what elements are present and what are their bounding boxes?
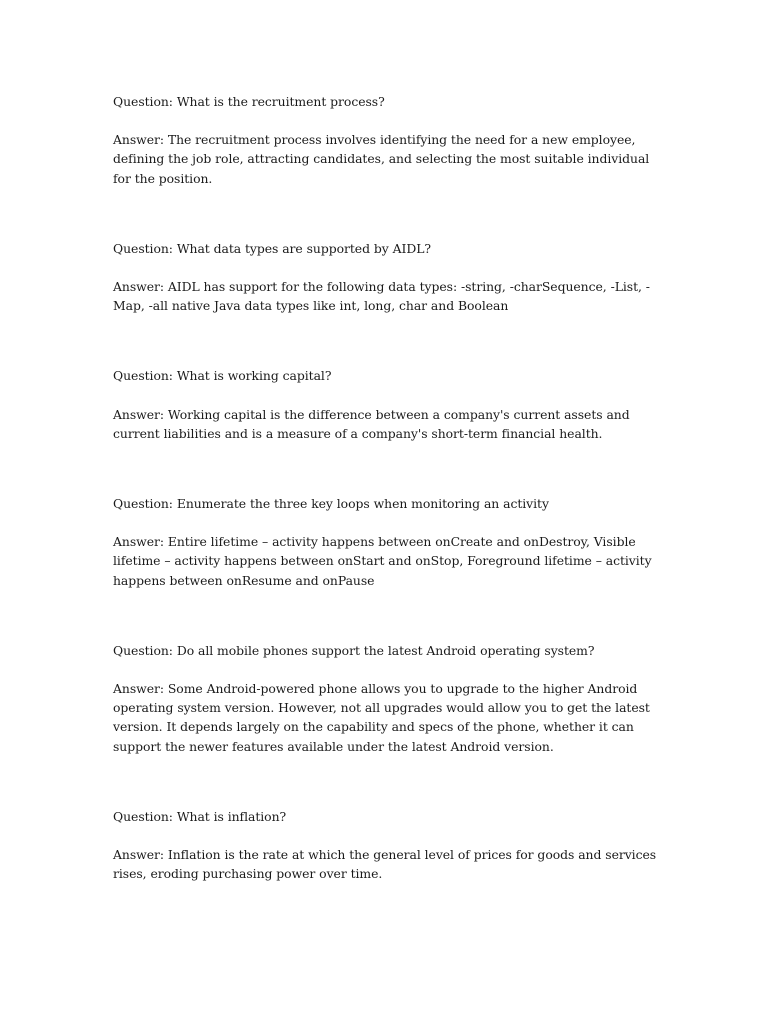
question-text: Question: What is the recruitment process? <box>113 94 385 109</box>
qa-item-recruitment <box>113 92 661 188</box>
qa-item-android-os <box>113 641 661 756</box>
answer-text: Answer: AIDL has support for the following data types: -string, -charSequence, -List, -Map, -all native Java data types like int, long, char and Boolean <box>113 279 650 314</box>
question-text: Question: Do all mobile phones support the latest Android operating system? <box>113 642 595 658</box>
question-text: Question: What is inflation? <box>113 808 287 824</box>
qa-item-inflation <box>113 807 661 884</box>
qa-item-activity-loops <box>113 494 661 590</box>
qa-item-aidl <box>113 239 661 316</box>
question-text: Question: Enumerate the three key loops when monitoring an activity <box>113 496 549 512</box>
answer-text: Answer: Working capital is the difference between a company's current assets and current liabilities and is a measure of a company's short-term financial health. <box>113 406 630 441</box>
answer-text: Answer: The recruitment process involves identifying the need for a new employee, defining the job role, attracting candidates, and selecting the most suitable individual for the position. <box>113 132 650 186</box>
document-page <box>113 92 661 883</box>
answer-text: Answer: Inflation is the rate at which the general level of prices for goods and services rises, eroding purchasing power over time. <box>113 847 657 882</box>
question-text: Question: What is working capital? <box>113 368 332 384</box>
question-text: Question: What data types are supported by AIDL? <box>113 240 431 256</box>
answer-text: Answer: Entire lifetime – activity happens between onCreate and onDestroy, Visible lifetime – activity happens between onStart and onStop, Foreground lifetime – activity happens between onResume and onPause <box>113 534 652 588</box>
qa-item-working-capital <box>113 366 661 443</box>
answer-text: Answer: Some Android-powered phone allows you to upgrade to the higher Android operating system version. However, not all upgrades would allow you to get the latest version. It depends largely on the capability and specs of the phone, whether it can support the newer features available under the latest Android version. <box>113 681 650 754</box>
